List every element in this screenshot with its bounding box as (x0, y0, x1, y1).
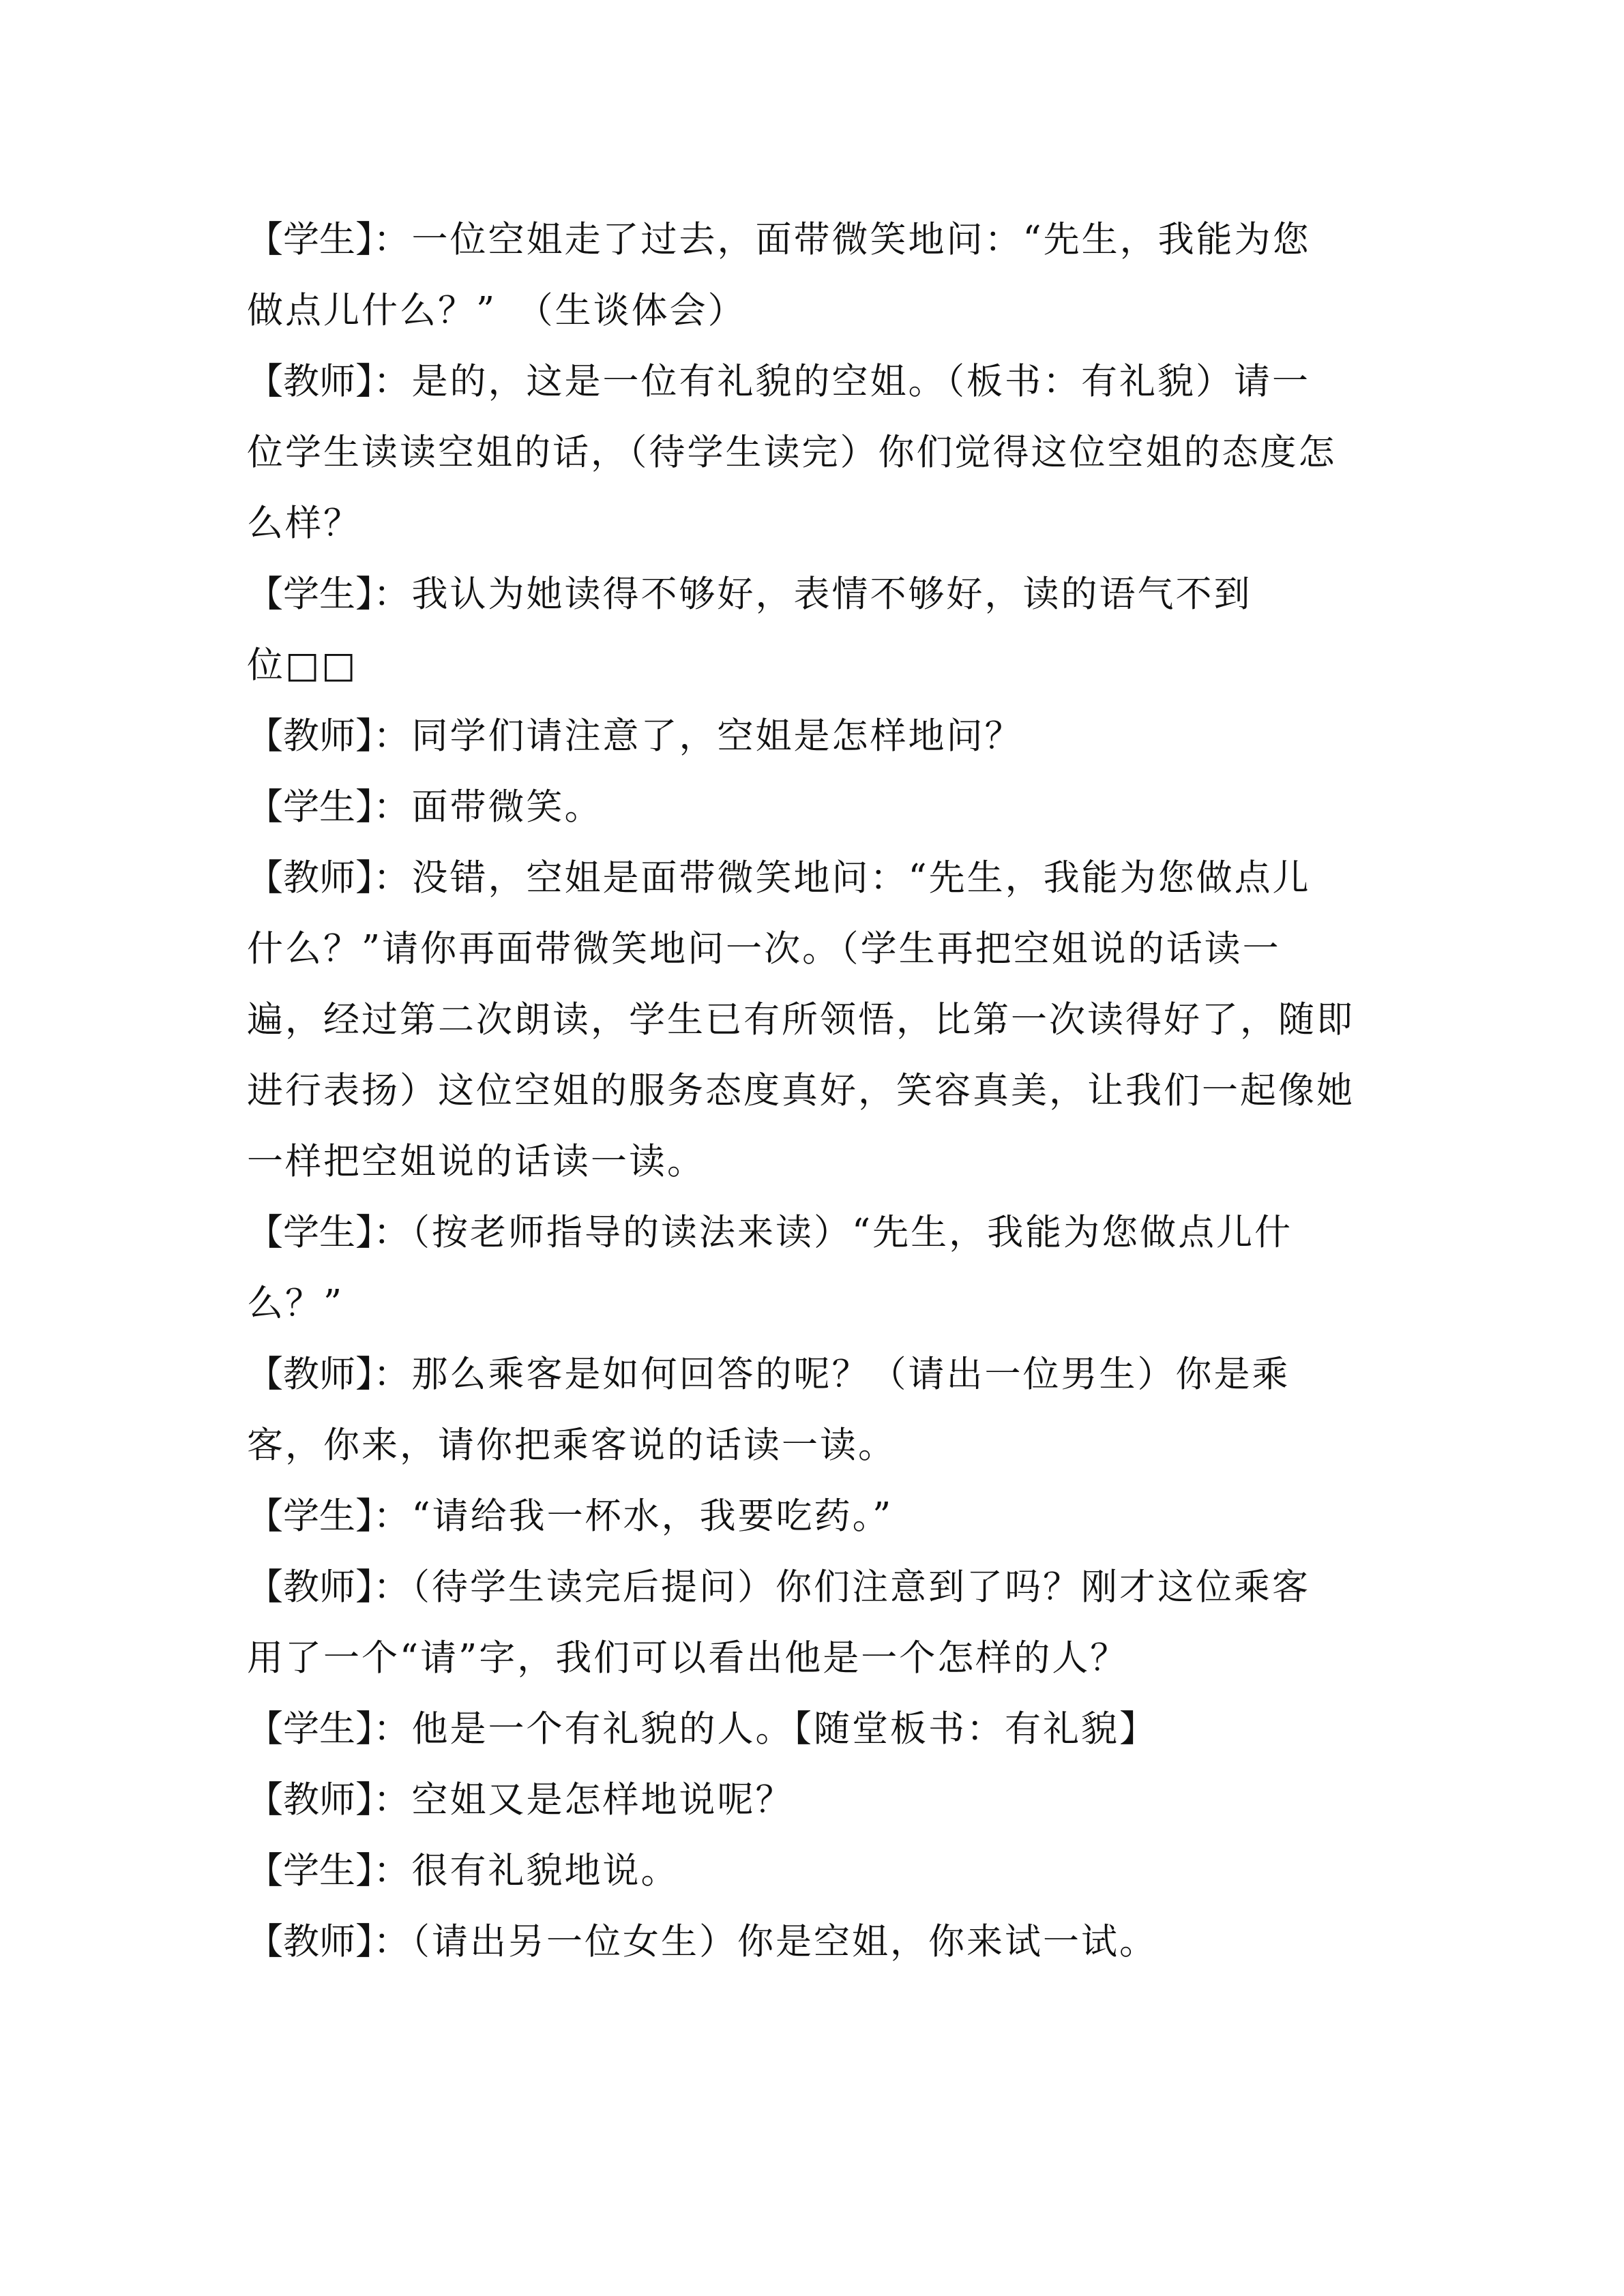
dialogue-line (247, 843, 1365, 914)
speaker-label: 【学生】 (247, 219, 374, 260)
dialogue-text: 客，你来，请你把乘客说的话读一读。 (247, 1425, 896, 1466)
speaker-label: 【教师】 (247, 1921, 374, 1963)
speaker-label: 【学生】 (247, 786, 374, 828)
dialogue-line (247, 772, 1365, 843)
dialogue-line (247, 275, 1365, 346)
dialogue-line (247, 985, 1365, 1056)
dialogue-text: ：一位空姐走了过去，面带微笑地问：“先生，我能为您 (373, 219, 1311, 260)
dialogue-text: 一样把空姐说的话读一读。 (247, 1141, 705, 1182)
dialogue-line (247, 701, 1365, 772)
dialogue-text: ：很有礼貌地说。 (373, 1850, 679, 1892)
dialogue-text: ：（待学生读完后提问）你们注意到了吗？刚才这位乘客 (373, 1566, 1310, 1608)
dialogue-line (247, 1836, 1365, 1907)
dialogue-line (247, 1339, 1365, 1410)
speaker-label: 【学生】 (247, 1708, 374, 1750)
dialogue-line (247, 1197, 1365, 1268)
speaker-label: 【教师】 (247, 1566, 374, 1608)
dialogue-text: ：没错，空姐是面带微笑地问：“先生，我能为您做点儿 (373, 857, 1311, 899)
dialogue-text: ：那么乘客是如何回答的呢？（请出一位男生）你是乘 (373, 1354, 1290, 1395)
dialogue-text: 么？” (247, 1283, 344, 1324)
dialogue-line (247, 1694, 1365, 1765)
dialogue-text: 位学生读读空姐的话，（待学生读完）你们觉得这位空姐的态度怎 (247, 432, 1337, 473)
dialogue-line (247, 1410, 1365, 1481)
dialogue-text: 遍，经过第二次朗读，学生已有所领悟，比第一次读得好了，随即 (247, 999, 1355, 1041)
dialogue-line (247, 1056, 1365, 1127)
speaker-label: 【学生】 (247, 1495, 374, 1537)
dialogue-line (247, 1127, 1365, 1197)
dialogue-text: 位□□ (247, 644, 358, 686)
dialogue-line (247, 346, 1365, 417)
dialogue-line (247, 1623, 1365, 1694)
dialogue-text: 做点儿什么？” （生谈体会） (247, 290, 746, 331)
dialogue-line (247, 488, 1365, 559)
dialogue-line (247, 914, 1365, 985)
dialogue-text: ：面带微笑。 (373, 786, 603, 828)
speaker-label: 【学生】 (247, 1850, 374, 1892)
speaker-label: 【学生】 (247, 573, 374, 615)
dialogue-text: ：他是一个有礼貌的人。【随堂板书：有礼貌】 (373, 1708, 1157, 1750)
speaker-label: 【教师】 (247, 715, 374, 757)
dialogue-text: 么样？ (247, 503, 361, 544)
dialogue-line (247, 1481, 1365, 1552)
dialogue-line (247, 630, 1365, 701)
dialogue-line (247, 559, 1365, 630)
speaker-label: 【教师】 (247, 857, 374, 899)
speaker-label: 【学生】 (247, 1212, 374, 1253)
dialogue-text: 用了一个“请”字，我们可以看出他是一个怎样的人？ (247, 1637, 1129, 1679)
dialogue-text: 什么？”请你再面带微笑地问一次。（学生再把空姐说的话读一 (247, 928, 1281, 970)
dialogue-text: ：（按老师指导的读法来读）“先生，我能为您做点儿什 (373, 1212, 1293, 1253)
dialogue-text: ：（请出另一位女生）你是空姐，你来试一试。 (373, 1921, 1157, 1963)
dialogue-line (247, 1268, 1365, 1339)
speaker-label: 【教师】 (247, 1779, 374, 1821)
dialogue-line (247, 1907, 1365, 1978)
dialogue-text: ：我认为她读得不够好，表情不够好，读的语气不到 (373, 573, 1252, 615)
dialogue-text: ：是的，这是一位有礼貌的空姐。（板书：有礼貌）请一 (373, 361, 1310, 402)
dialogue-transcript (247, 205, 1365, 1978)
dialogue-line (247, 205, 1365, 275)
dialogue-text: ：同学们请注意了，空姐是怎样地问？ (373, 715, 1023, 757)
speaker-label: 【教师】 (247, 361, 374, 402)
dialogue-text: ：“请给我一杯水，我要吃药。” (373, 1495, 894, 1537)
dialogue-line (247, 1552, 1365, 1623)
dialogue-text: 进行表扬）这位空姐的服务态度真好，笑容真美，让我们一起像她 (247, 1070, 1355, 1112)
dialogue-line (247, 417, 1365, 488)
dialogue-text: ：空姐又是怎样地说呢？ (373, 1779, 794, 1821)
speaker-label: 【教师】 (247, 1354, 374, 1395)
dialogue-line (247, 1765, 1365, 1836)
